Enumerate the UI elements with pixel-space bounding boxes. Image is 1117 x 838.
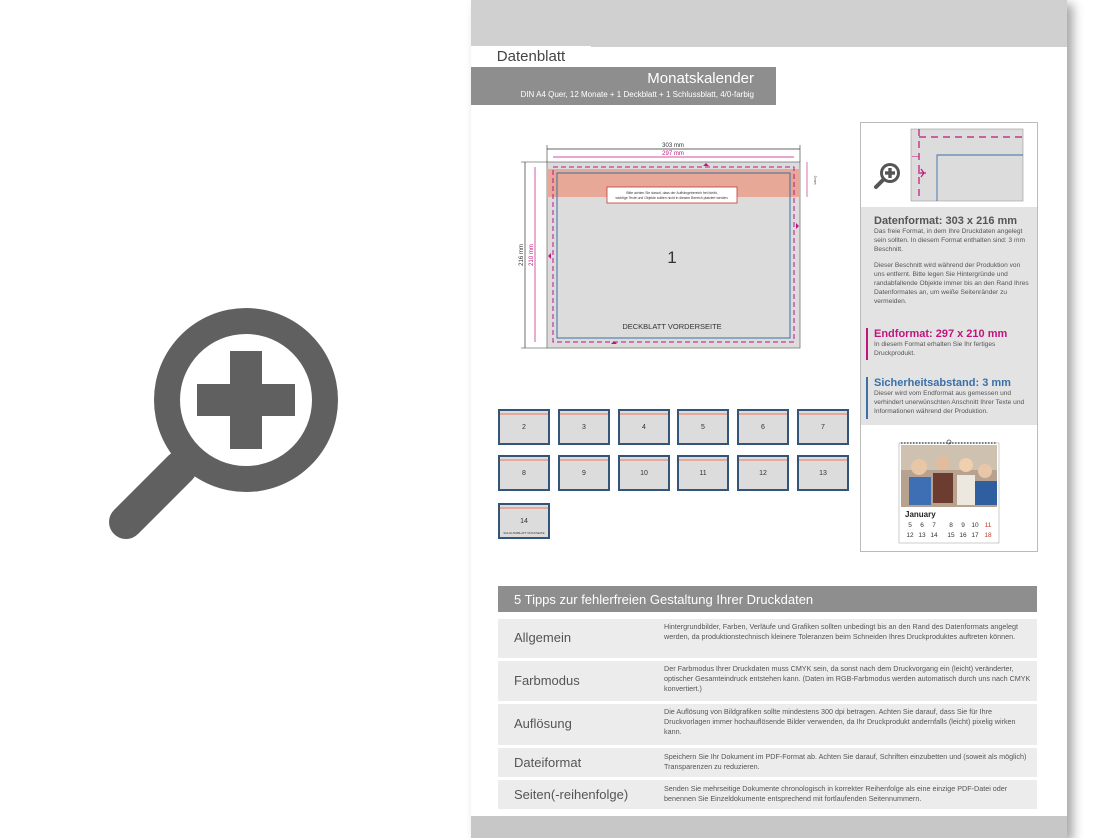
svg-text:9: 9 (961, 522, 965, 529)
tips-heading: 5 Tipps zur fehlerfreien Gestaltung Ihrer Druckdaten (498, 586, 1037, 612)
thumb-page-11[interactable]: 11 (677, 455, 729, 491)
thumb-page-5[interactable]: 5 (677, 409, 729, 445)
sicherheit-marker (866, 377, 868, 419)
tip-row-aufloesung (498, 704, 1037, 745)
tip-label: Seiten(-reihenfolge) (514, 787, 629, 802)
endformat-marker (866, 328, 868, 360)
page-subtitle: DIN A4 Quer, 12 Monate + 1 Deckblatt + 1 Schlussblatt, 4/0-farbig (520, 90, 754, 99)
thumb-page-6[interactable]: 6 (737, 409, 789, 445)
thumb-page-8[interactable]: 8 (498, 455, 550, 491)
sicherheit-title: Sicherheitsabstand: 3 mm (874, 377, 1011, 389)
tip-text: Speichern Sie Ihr Dokument im PDF-Format ab. Achten Sie darauf, Schriften einzubetten und (soweit als möglich) Transparenzen zu reduzieren. (664, 752, 1027, 772)
tip-label: Farbmodus (514, 673, 580, 688)
thumb-page-4[interactable]: 4 (618, 409, 670, 445)
svg-text:8: 8 (949, 522, 953, 529)
thumb-page-3[interactable]: 3 (558, 409, 610, 445)
endformat-title: Endformat: 297 x 210 mm (874, 328, 1008, 340)
sheet-footer-band (471, 816, 1067, 838)
notice-box (607, 187, 737, 203)
tip-text: Der Farbmodus Ihrer Druckdaten muss CMYK sein, da sonst nach dem Druckvorgang ein (leicht) veränderter, optischer Gesamteindruck entstehen kann. (Daten im RGB-Farbmodus werden automatisch durch uns nach CMYK konvertiert.) (664, 664, 1031, 694)
width-outer: 303 mm (662, 143, 684, 149)
thumb-page-13[interactable]: 13 (797, 455, 849, 491)
diagram-page-number: 1 (667, 248, 677, 267)
thumb-page-10[interactable]: 10 (618, 455, 670, 491)
svg-text:13: 13 (918, 532, 926, 539)
svg-text:12: 12 (906, 532, 914, 539)
page-title: Monatskalender (647, 70, 754, 87)
datenformat-text2: Dieser Beschnitt wird während der Produktion von uns entfernt. Bitte legen Sie Hintergründe und randabfallende Objekte immer bis an den Rand Ihres Datenformates an, um weiße Seitenränder zu vermeiden. (874, 262, 1029, 305)
thumb-page-12[interactable]: 12 (737, 455, 789, 491)
calendar-month: January (905, 510, 936, 519)
margin-note: 3 mm (813, 175, 817, 185)
tip-row-farbmodus (498, 661, 1037, 701)
notice-line2: wichtige Texte und Objekte sollten nicht in diesem Bereich platziert werden. (615, 196, 729, 200)
tip-text: Senden Sie mehrseitige Dokumente chronologisch in korrekter Reihenfolge als eine einzige PDF-Datei oder benennen Sie Einzeldokumente entsprechend mit fortlaufenden Seitennummern. (664, 784, 1008, 804)
tip-label: Dateiformat (514, 755, 582, 770)
detail-zoom-view (861, 123, 1037, 207)
datenformat-title: Datenformat: 303 x 216 mm (874, 215, 1018, 227)
endformat-block (874, 328, 1031, 359)
thumb-page-9[interactable]: 9 (558, 455, 610, 491)
height-inner: 210 mm (529, 244, 535, 266)
datenformat-text1: Das freie Format, in dem Ihre Druckdaten angelegt sein sollten. In diesem Format enthalten sind: 3 mm Beschnitt. (874, 228, 1025, 253)
tip-label: Allgemein (514, 630, 572, 645)
sheet-header-band (471, 0, 1067, 47)
svg-text:7: 7 (932, 522, 936, 529)
datenblatt-tab: Datenblatt (471, 46, 591, 67)
tip-text: Hintergrundbilder, Farben, Verläufe und Grafiken sollten unbedingt bis an den Rand des Datenformats angelegt werden, da produktionstechnisch kleinere Toleranzen beim Schneiden Ihres Druckproduktes auftreten können. (664, 622, 1019, 642)
width-inner: 297 mm (662, 151, 684, 157)
thumb-page-7[interactable]: 7 (797, 409, 849, 445)
thumb-page-2[interactable]: 2 (498, 409, 550, 445)
endformat-text: In diesem Format erhalten Sie Ihr fertiges Druckprodukt. (874, 341, 996, 357)
format-info (861, 207, 1037, 425)
svg-text:6: 6 (920, 522, 924, 529)
diagram-page-label: DECKBLATT VORDERSEITE (622, 322, 722, 331)
tip-row-dateiformat (498, 748, 1037, 777)
side-panel (860, 122, 1038, 552)
sicherheit-text: Dieser wird vom Endformat aus gemessen und verhindert unerwünschten Anschnitt Ihrer Texte und Informationen während der Produktion. (874, 390, 1025, 415)
tip-text: Die Auflösung von Bildgrafiken sollte mindestens 300 dpi betragen. Achten Sie darauf, dass Sie für Ihre Druckvorlagen immer hochauflösende Bilder verwenden, da Ihr Druckprodukt andernfalls (leicht) pixelig wirken kann. (664, 707, 1016, 737)
tip-row-allgemein (498, 619, 1037, 658)
tips-table (498, 586, 1037, 804)
svg-text:10: 10 (971, 522, 979, 529)
tip-label: Auflösung (514, 716, 572, 731)
datenformat-block (874, 215, 1031, 306)
svg-text:14: 14 (930, 532, 938, 539)
calendar-photo (861, 425, 1037, 551)
svg-text:5: 5 (908, 522, 912, 529)
svg-text:17: 17 (971, 532, 979, 539)
zoom-in-icon[interactable] (873, 161, 903, 191)
svg-text:18: 18 (984, 532, 992, 539)
thumb-last-caption: SCHLUSSBLATT RÜCKSEITE (503, 531, 545, 535)
height-outer: 216 mm (519, 244, 525, 266)
svg-text:15: 15 (947, 532, 955, 539)
zoom-in-magnifier-icon[interactable] (100, 290, 360, 550)
tip-row-seitenreihenfolge (498, 780, 1037, 809)
svg-text:11: 11 (984, 522, 992, 529)
svg-text:16: 16 (959, 532, 967, 539)
sicherheit-block (874, 377, 1031, 416)
thumb-page-14[interactable]: 14 SCHLUSSBLATT RÜCKSEITE (498, 503, 550, 539)
notice-line1: Bitte achten Sie darauf, dass der Aufhängebereich frei bleibt, (626, 191, 718, 195)
title-band (471, 67, 776, 105)
format-diagram (511, 135, 851, 360)
datasheet-page (471, 0, 1067, 838)
